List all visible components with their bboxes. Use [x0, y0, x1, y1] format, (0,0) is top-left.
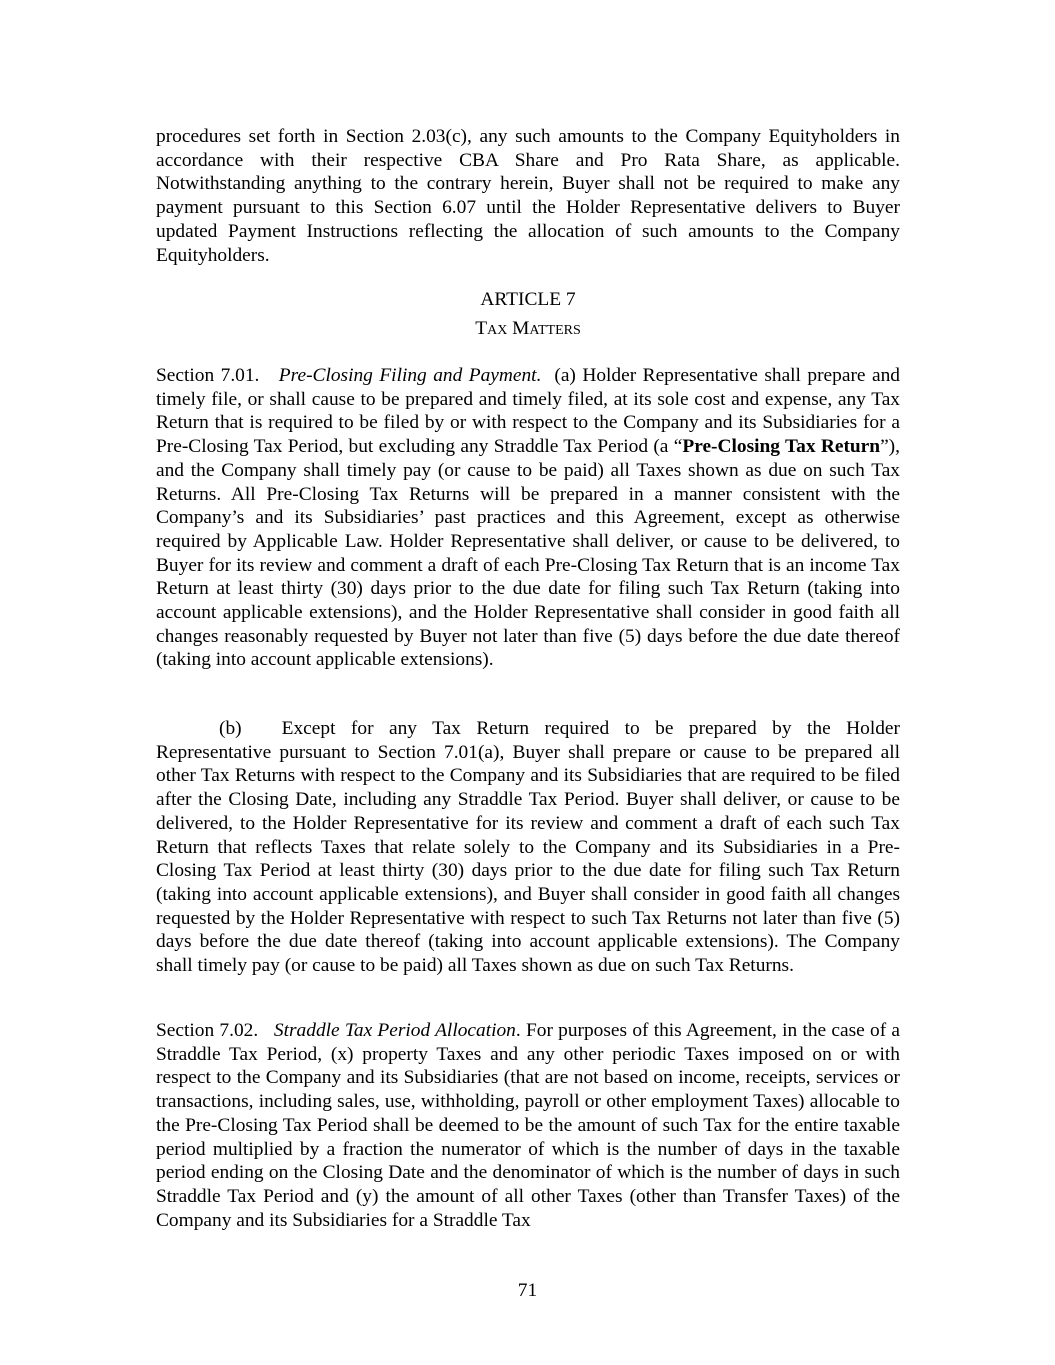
- paragraph-continuation: procedures set forth in Section 2.03(c), any such amounts to the Company Equityholders in accordance with their respective CBA Share and Pro Rata Share, as applicable. Notwithstanding anything to the contrary herein, Buyer shall not be required to make any payment pursuant to this Section 6.07 until the Holder Representative delivers to Buyer updated Payment Instructions reflecting the allocation of such amounts to the Company Equityholders.: [156, 126, 900, 266]
- section-7-01-paragraph-a: [156, 364, 900, 672]
- section-heading: Straddle Tax Period Allocation: [273, 1020, 516, 1041]
- section-label: Section 7.02.: [156, 1020, 259, 1041]
- section-text: Except for any Tax Return required to be prepared by the Holder Representative pursuant to Section 7.01(a), Buyer shall prepare or cause to be prepared all other Tax Returns with respect to the Company and its Subsidiaries that are required to be filed after the Closing Date, including any Straddle Tax Period. Buyer shall deliver, or cause to be delivered, to the Holder Representative for its review and comment a draft of each such Tax Return that reflects Taxes that relate solely to the Company and its Subsidiaries in a Pre-Closing Tax Period at least thirty (30) days prior to the due date for filing such Tax Return (taking into account applicable extensions), and Buyer shall consider in good faith all changes requested by the Holder Representative with respect to such Tax Returns not later than five (5) days before the due date thereof (taking into account applicable extensions). The Company shall timely pay (or cause to be paid) all Taxes shown as due on such Tax Returns.: [156, 718, 900, 977]
- section-label: Section 7.01.: [156, 365, 260, 386]
- section-text: (a) Holder Representative shall prepare and timely file, or shall cause to be prepared and timely filed, at its sole cost and expense, any Tax Return that is required to be filed by or with respect to the Company and its Subsidiaries for a Pre-Closing Tax Period, but excluding any Straddle Tax Period (a “: [156, 365, 900, 458]
- article-number: ARTICLE 7: [480, 289, 576, 310]
- defined-term: Pre-Closing Tax Return: [682, 436, 881, 458]
- section-text: . For purposes of this Agreement, in the case of a Straddle Tax Period, (x) property Taxes and any other periodic Taxes imposed on or with respect to the Company and its Subsidiaries (that are not based on income, receipts, services or transactions, including sales, use, withholding, payroll or other employment Taxes) allocable to the Pre-Closing Tax Period shall be deemed to be the amount of such Tax for the entire taxable period multiplied by a fraction the numerator of which is the number of days in the taxable period ending on the Closing Date and the denominator of which is the number of days in such Straddle Tax Period and (y) the amount of all other Taxes (other than Transfer Taxes) of the Company and its Subsidiaries for a Straddle Tax: [156, 1020, 900, 1231]
- section-heading: Pre-Closing Filing and Payment.: [278, 365, 542, 386]
- section-text: ”), and the Company shall timely pay (or cause to be paid) all Taxes shown as due on such Tax Returns. All Pre-Closing Tax Returns will be prepared in a manner consistent with the Company’s and its Subsidiaries’ past practices and this Agreement, except as otherwise required by Applicable Law. Holder Representative shall deliver, or cause to be delivered, to Buyer for its review and comment a draft of each Pre-Closing Tax Return that is an income Tax Return at least thirty (30) days prior to the due date for filing such Tax Return (taking into account applicable extensions), and the Holder Representative shall consider in good faith all changes reasonably requested by Buyer not later than five (5) days before the due date thereof (taking into account applicable extensions).: [156, 436, 900, 671]
- section-7-01-paragraph-b: [156, 717, 900, 978]
- page-number: 71: [517, 1280, 538, 1301]
- section-7-02: [156, 1019, 900, 1232]
- subparagraph-label: (b): [219, 718, 242, 739]
- article-title: Tax Matters: [475, 318, 581, 339]
